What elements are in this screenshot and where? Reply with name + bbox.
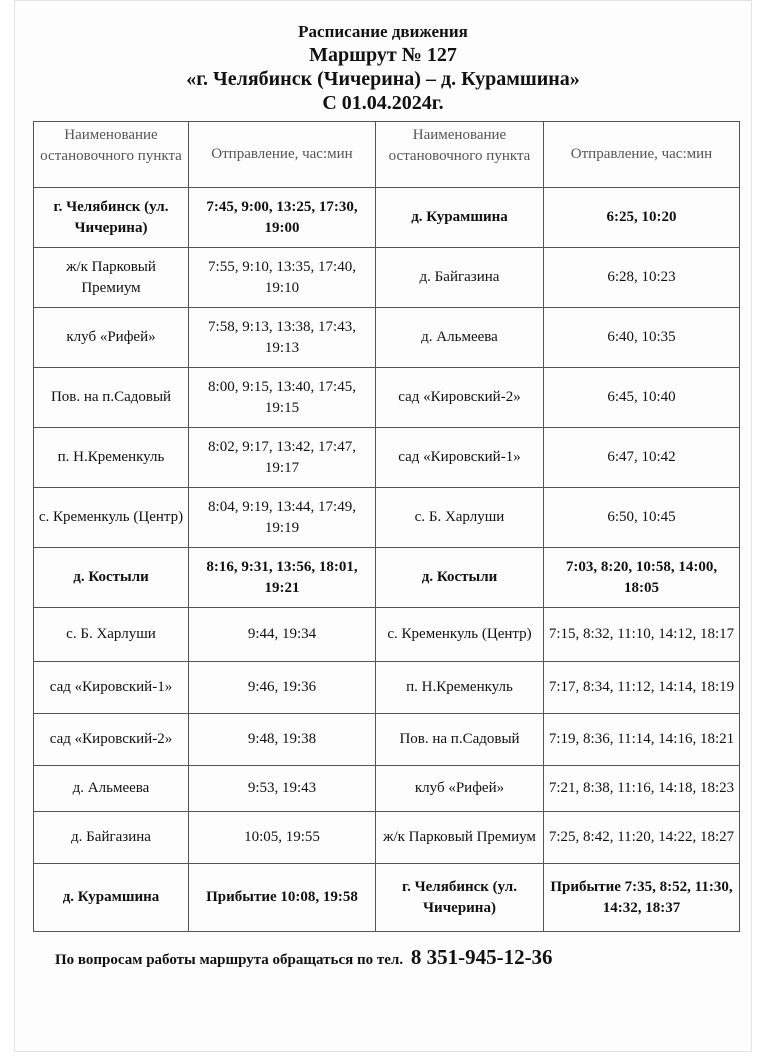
times-return: 7:19, 8:36, 11:14, 14:16, 18:21: [544, 714, 740, 766]
stop-return: г. Челябинск (ул. Чичерина): [376, 864, 544, 932]
times-return: 6:28, 10:23: [544, 248, 740, 308]
stop-forward: г. Челябинск (ул. Чичерина): [34, 188, 189, 248]
stop-return: с. Б. Харлуши: [376, 488, 544, 548]
stop-return: Пов. на п.Садовый: [376, 714, 544, 766]
stop-return: ж/к Парковый Премиум: [376, 812, 544, 864]
stop-return: д. Байгазина: [376, 248, 544, 308]
times-return: Прибытие 7:35, 8:52, 11:30, 14:32, 18:37: [544, 864, 740, 932]
times-return: 6:45, 10:40: [544, 368, 740, 428]
table-row: [34, 488, 740, 548]
stop-forward: сад «Кировский-2»: [34, 714, 189, 766]
table-row: [34, 308, 740, 368]
contact-note: [55, 945, 553, 970]
route-name: «г. Челябинск (Чичерина) – д. Курамшина»: [186, 68, 580, 90]
table-row: [34, 608, 740, 662]
stop-forward: с. Кременкуль (Центр): [34, 488, 189, 548]
header-departure-forward: Отправление, час:мин: [189, 122, 376, 188]
stop-forward: п. Н.Кременкуль: [34, 428, 189, 488]
stop-return: д. Курамшина: [376, 188, 544, 248]
schedule-sheet: [14, 0, 752, 1052]
table-row: [34, 864, 740, 932]
contact-text: По вопросам работы маршрута обращаться по тел.: [55, 952, 404, 968]
stop-return: сад «Кировский-1»: [376, 428, 544, 488]
schedule-table: [33, 121, 740, 932]
route-number: Маршрут № 127: [309, 44, 457, 66]
title-block: [15, 21, 751, 115]
stop-return: д. Альмеева: [376, 308, 544, 368]
table-row: [34, 766, 740, 812]
stop-forward: д. Курамшина: [34, 864, 189, 932]
table-row: [34, 812, 740, 864]
times-forward: 8:02, 9:17, 13:42, 17:47, 19:17: [189, 428, 376, 488]
times-forward: 7:55, 9:10, 13:35, 17:40, 19:10: [189, 248, 376, 308]
times-forward: 10:05, 19:55: [189, 812, 376, 864]
times-return: 7:17, 8:34, 11:12, 14:14, 18:19: [544, 662, 740, 714]
stop-return: д. Костыли: [376, 548, 544, 608]
table-row: [34, 662, 740, 714]
times-forward: 8:16, 9:31, 13:56, 18:01, 19:21: [189, 548, 376, 608]
times-forward: 7:58, 9:13, 13:38, 17:43, 19:13: [189, 308, 376, 368]
times-return: 7:15, 8:32, 11:10, 14:12, 18:17: [544, 608, 740, 662]
stop-forward: сад «Кировский-1»: [34, 662, 189, 714]
times-return: 7:03, 8:20, 10:58, 14:00, 18:05: [544, 548, 740, 608]
table-row: [34, 248, 740, 308]
stop-forward: ж/к Парковый Премиум: [34, 248, 189, 308]
table-row: [34, 428, 740, 488]
table-row: [34, 368, 740, 428]
times-forward: 7:45, 9:00, 13:25, 17:30, 19:00: [189, 188, 376, 248]
times-forward: 9:53, 19:43: [189, 766, 376, 812]
stop-return: п. Н.Кременкуль: [376, 662, 544, 714]
times-forward: 9:46, 19:36: [189, 662, 376, 714]
times-forward: 9:44, 19:34: [189, 608, 376, 662]
header-row: [34, 122, 740, 188]
times-return: 7:25, 8:42, 11:20, 14:22, 18:27: [544, 812, 740, 864]
header-stop-return: Наименование остановочного пункта: [376, 122, 544, 188]
times-forward: 8:04, 9:19, 13:44, 17:49, 19:19: [189, 488, 376, 548]
table-row: [34, 188, 740, 248]
header-departure-return: Отправление, час:мин: [544, 122, 740, 188]
stop-forward: клуб «Рифей»: [34, 308, 189, 368]
times-forward: 8:00, 9:15, 13:40, 17:45, 19:15: [189, 368, 376, 428]
table-row: [34, 714, 740, 766]
times-return: 6:25, 10:20: [544, 188, 740, 248]
stop-forward: Пов. на п.Садовый: [34, 368, 189, 428]
stop-return: сад «Кировский-2»: [376, 368, 544, 428]
times-return: 6:40, 10:35: [544, 308, 740, 368]
effective-date: С 01.04.2024г.: [322, 92, 444, 114]
contact-phone: 8 351-945-12-36: [410, 945, 553, 969]
stop-return: с. Кременкуль (Центр): [376, 608, 544, 662]
stop-return: клуб «Рифей»: [376, 766, 544, 812]
stop-forward: д. Костыли: [34, 548, 189, 608]
times-return: 6:50, 10:45: [544, 488, 740, 548]
stop-forward: с. Б. Харлуши: [34, 608, 189, 662]
stop-forward: д. Альмеева: [34, 766, 189, 812]
times-forward: Прибытие 10:08, 19:58: [189, 864, 376, 932]
times-return: 7:21, 8:38, 11:16, 14:18, 18:23: [544, 766, 740, 812]
header-stop-forward: Наименование остановочного пункта: [34, 122, 189, 188]
times-forward: 9:48, 19:38: [189, 714, 376, 766]
schedule-heading: Расписание движения: [298, 22, 468, 41]
stop-forward: д. Байгазина: [34, 812, 189, 864]
table-row: [34, 548, 740, 608]
times-return: 6:47, 10:42: [544, 428, 740, 488]
